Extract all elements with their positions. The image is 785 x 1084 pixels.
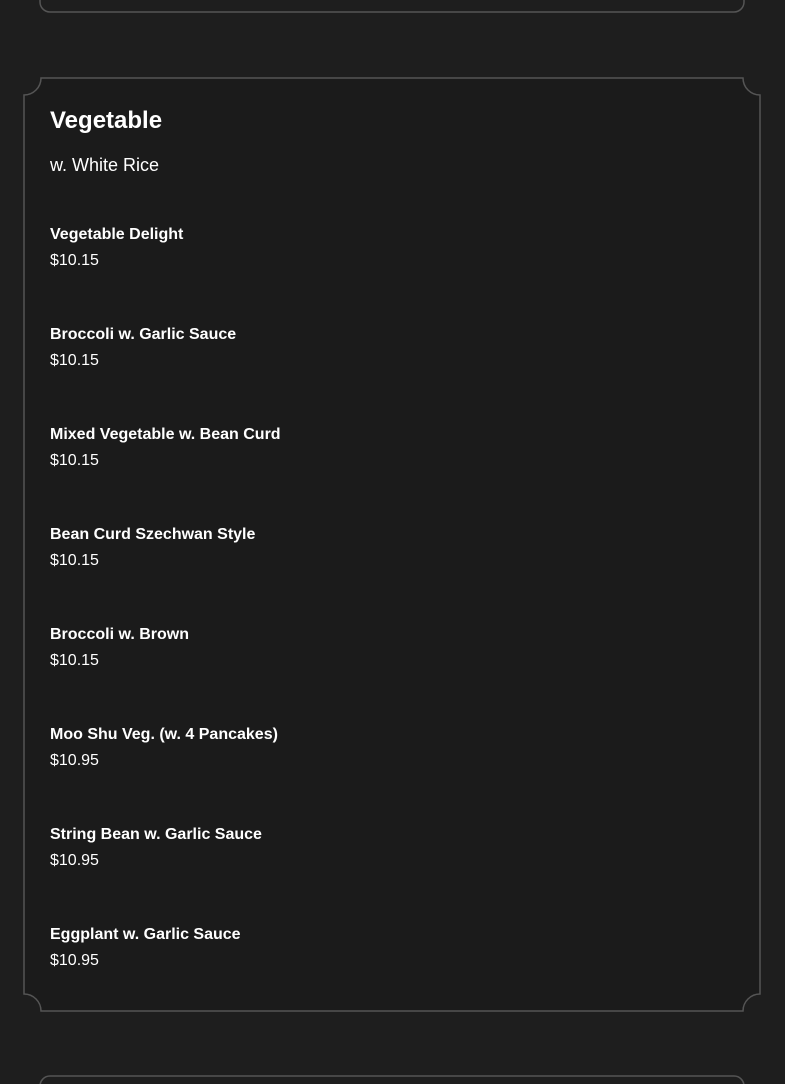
menu-item-price: $10.15 bbox=[50, 552, 99, 569]
menu-item-price: $10.15 bbox=[50, 352, 99, 369]
menu-item-name: Moo Shu Veg. (w. 4 Pancakes) bbox=[50, 726, 278, 743]
menu-item-price: $10.95 bbox=[50, 952, 99, 969]
menu-item[interactable] bbox=[50, 225, 730, 325]
menu-item-name: String Bean w. Garlic Sauce bbox=[50, 826, 262, 843]
menu-item-name: Vegetable Delight bbox=[50, 226, 184, 243]
menu-item-name: Mixed Vegetable w. Bean Curd bbox=[50, 426, 281, 443]
menu-item[interactable] bbox=[50, 425, 730, 525]
menu-item[interactable] bbox=[50, 825, 730, 925]
menu-item[interactable] bbox=[50, 525, 730, 625]
menu-item[interactable] bbox=[50, 625, 730, 725]
menu-item[interactable] bbox=[50, 925, 730, 1025]
menu-item-name: Eggplant w. Garlic Sauce bbox=[50, 926, 241, 943]
menu-item-price: $10.95 bbox=[50, 752, 99, 769]
section-subtitle: w. White Rice bbox=[50, 155, 160, 175]
menu-item[interactable] bbox=[50, 725, 730, 825]
menu-item-name: Broccoli w. Garlic Sauce bbox=[50, 326, 237, 343]
menu-item-price: $10.15 bbox=[50, 452, 99, 469]
menu-item-list bbox=[50, 225, 730, 1025]
menu-item-price: $10.95 bbox=[50, 852, 99, 869]
section-title: Vegetable bbox=[50, 107, 163, 134]
menu-item-price: $10.15 bbox=[50, 252, 99, 269]
menu-item[interactable] bbox=[50, 325, 730, 425]
previous-card-border bbox=[40, 0, 744, 12]
next-card-border bbox=[40, 1076, 744, 1084]
menu-item-name: Broccoli w. Brown bbox=[50, 626, 189, 643]
menu-item-price: $10.15 bbox=[50, 652, 99, 669]
menu-item-name: Bean Curd Szechwan Style bbox=[50, 526, 256, 543]
